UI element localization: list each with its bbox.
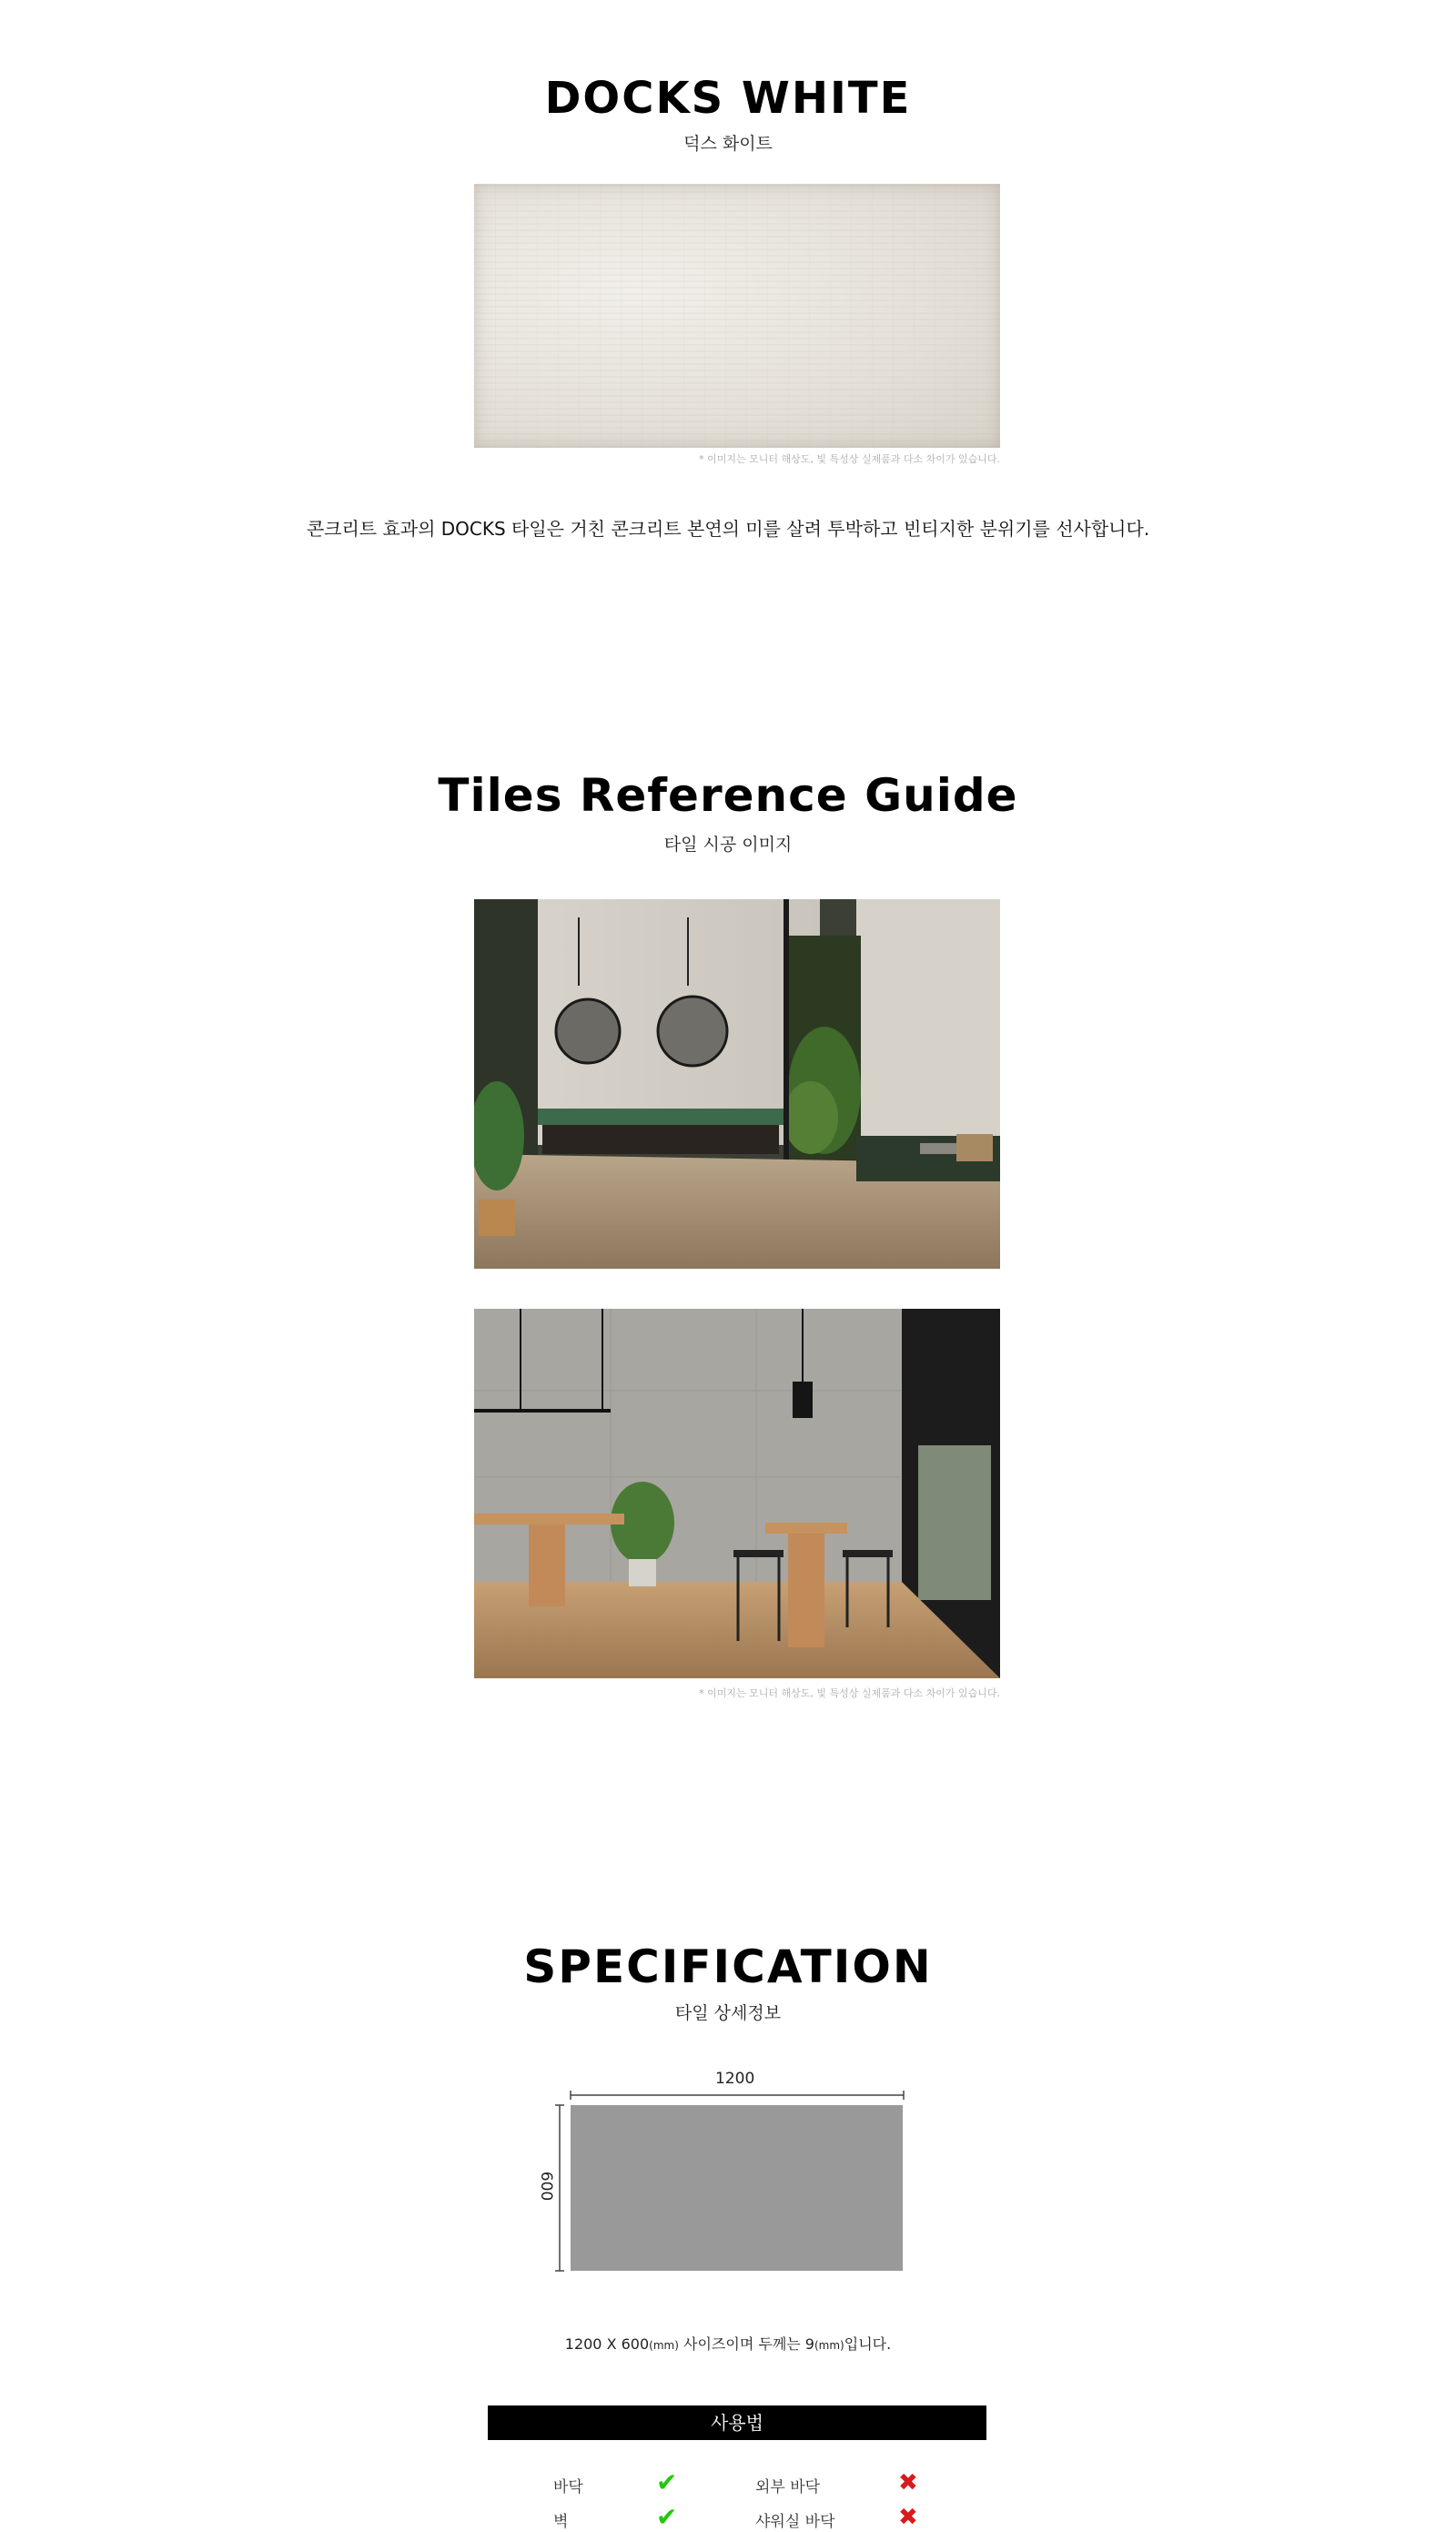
product-subtitle: 덕스 화이트 [683,134,773,154]
spec-title: SPECIFICATION [523,1940,933,1993]
size-description [0,2333,1456,2354]
width-dimension-label: 1200 [715,2070,755,2088]
tile-swatch-image [474,184,1000,448]
tile-size-diagram [571,2105,903,2271]
size-text-mid: 사이즈이며 두께는 9 [678,2335,814,2353]
size-text-post: 입니다. [844,2335,892,2353]
size-unit-1: (mm) [649,2339,679,2352]
height-dimension-line [554,2103,565,2273]
usage-label-wall: 벽 [553,2513,569,2531]
bathroom-reference-photo [474,899,1000,1269]
product-title: DOCKS WHITE [544,73,912,124]
reference-subtitle: 타일 시공 이미지 [663,835,793,855]
usage-label-shower-floor: 샤워실 바닥 [755,2513,835,2531]
bathroom-illustration [474,899,1000,1269]
usage-label-floor: 바닥 [553,2478,583,2497]
size-unit-2: (mm) [814,2339,844,2352]
check-icon: ✔ [656,2502,678,2532]
image-disclaimer: * 이미지는 모니터 해상도, 빛 특성상 실제품과 다소 차이가 있습니다. [699,453,1000,465]
check-icon: ✔ [656,2467,678,2497]
size-text-pre: 1200 X 600 [564,2335,650,2353]
cafe-reference-photo [474,1309,1000,1678]
usage-header: 사용법 [488,2405,986,2440]
usage-label-outdoor-floor: 외부 바닥 [755,2478,821,2497]
spec-subtitle: 타일 상세정보 [674,2003,782,2023]
reference-image-disclaimer: * 이미지는 모니터 해상도, 빛 특성상 실제품과 다소 차이가 있습니다. [699,1687,1000,1699]
height-dimension-label: 600 [537,2171,555,2202]
cafe-illustration [474,1309,1000,1678]
cross-icon: ✖ [898,2469,918,2497]
product-description: 콘크리트 효과의 DOCKS 타일은 거친 콘크리트 본연의 미를 살려 투박하고 빈티지한 분위기를 선사합니다. [306,518,1150,540]
width-dimension-line [569,2090,905,2101]
reference-title: Tiles Reference Guide [438,769,1018,822]
cross-icon: ✖ [898,2504,918,2531]
